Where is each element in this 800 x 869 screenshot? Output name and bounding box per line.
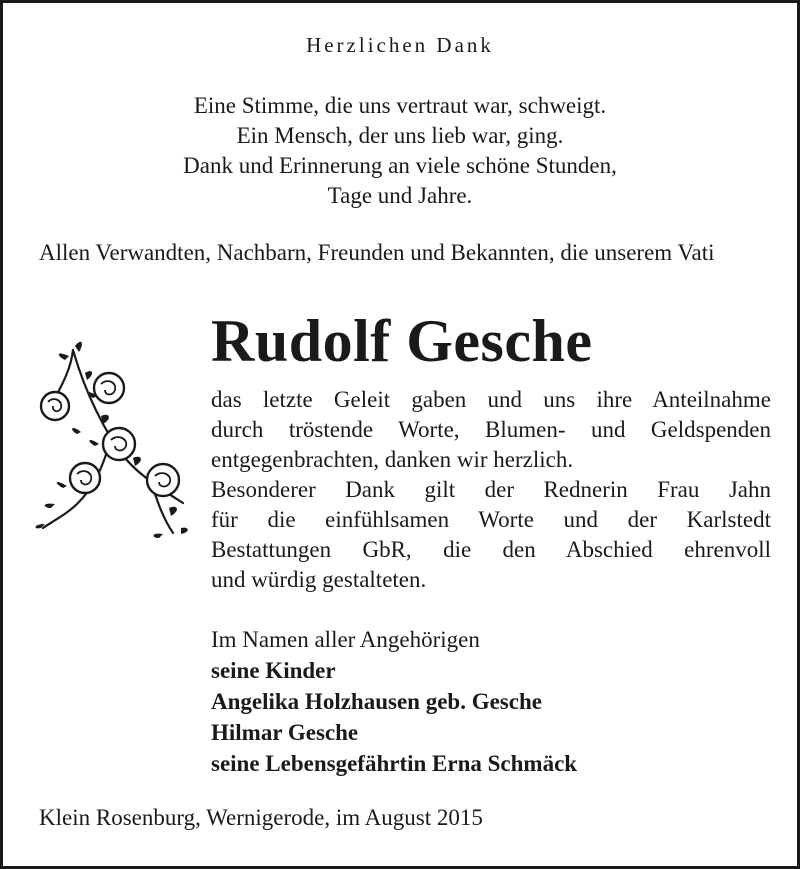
signature-name: seine Kinder xyxy=(211,658,336,683)
signature-block xyxy=(211,624,577,779)
deceased-name: Rudolf Gesche xyxy=(211,308,593,374)
poem-line: Eine Stimme, die uns vertraut war, schweigt. xyxy=(193,93,607,118)
place-date: Klein Rosenburg, Wernigerode, im August 2015 xyxy=(39,805,483,830)
poem-line: Ein Mensch, der uns lieb war, ging. xyxy=(236,123,564,148)
body-line: durch tröstende Worte, Blumen- und Geldspenden xyxy=(211,417,771,442)
body-line: für die einfühlsamen Worte und der Karlstedt xyxy=(211,507,771,532)
intro-text: Allen Verwandten, Nachbarn, Freunden und Bekannten, die unserem Vati xyxy=(39,240,715,265)
body-line: entgegenbrachten, danken wir herzlich. xyxy=(211,447,574,472)
heading: Herzlichen Dank xyxy=(306,33,494,57)
body-line: das letzte Geleit gaben und uns ihre Anteilnahme xyxy=(211,387,771,412)
signature-name: seine Lebensgefährtin Erna Schmäck xyxy=(211,751,578,776)
thanks-text xyxy=(211,385,771,595)
body-line: Besonderer Dank gilt der Rednerin Frau Jahn xyxy=(211,477,771,502)
body-line: Bestattungen GbR, die den Abschied ehrenvoll xyxy=(211,537,771,562)
signature-intro: Im Namen aller Angehörigen xyxy=(211,627,480,652)
signature-name: Hilmar Gesche xyxy=(211,720,359,745)
poem xyxy=(3,91,797,211)
poem-line: Dank und Erinnerung an viele schöne Stunden, xyxy=(183,153,617,178)
poem-line: Tage und Jahre. xyxy=(327,183,473,208)
body-line: und würdig gestalteten. xyxy=(211,567,427,592)
signature-name: Angelika Holzhausen geb. Gesche xyxy=(211,689,542,714)
roses-icon xyxy=(33,338,203,553)
